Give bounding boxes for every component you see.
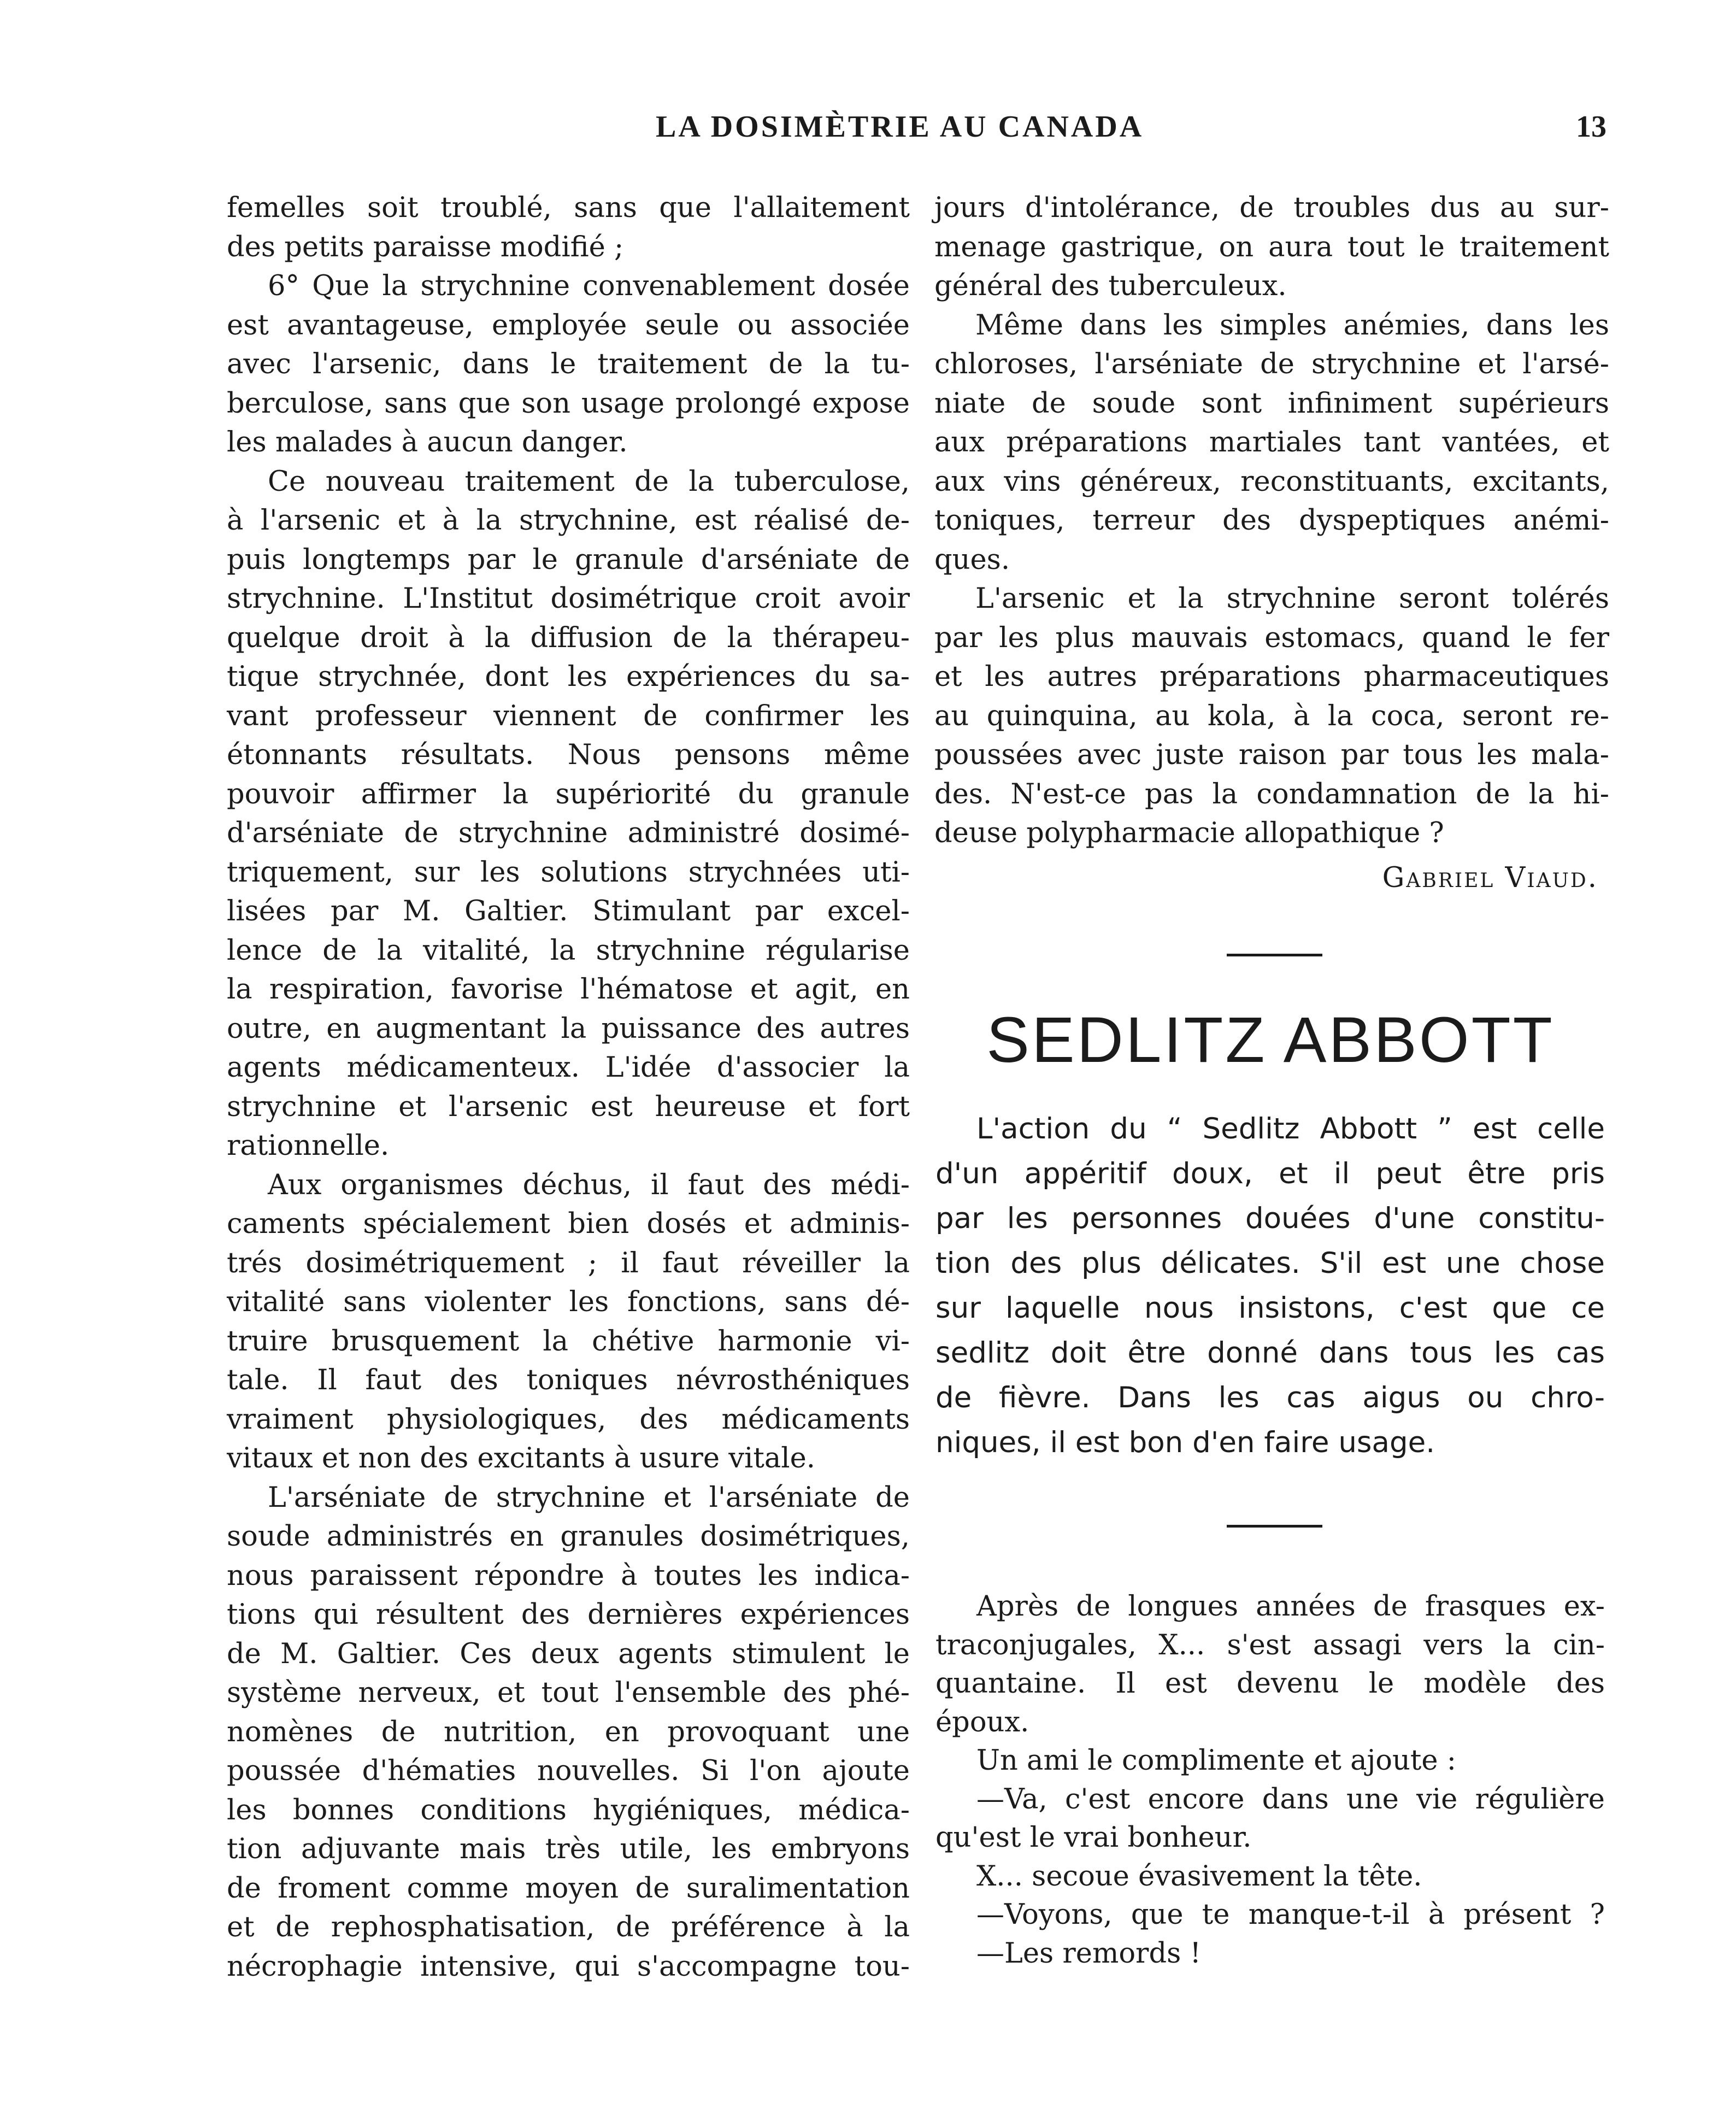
text-line: et les autres préparations pharmaceutiques [934, 661, 1609, 693]
text-line: ques. [934, 543, 1010, 576]
text-line: et de rephosphatisation, de préférence à la [227, 1911, 910, 1943]
text-line: agents médicamenteux. L'idée d'associer la [227, 1052, 910, 1084]
text-line: poussée d'hématies nouvelles. Si l'on ajoute [227, 1755, 910, 1787]
text-line: femelles soit troublé, sans que l'allaitement [227, 192, 910, 224]
right-column [934, 189, 1609, 897]
text-line: d'arséniate de strychnine administré dosimé- [227, 817, 910, 849]
text-line: caments spécialement bien dosés et adminis- [227, 1208, 910, 1240]
advertisement-body [935, 1107, 1605, 1465]
text-line: les bonnes conditions hygiéniques, médica- [227, 1794, 910, 1827]
text-line: chloroses, l'arséniate de strychnine et l'arsé- [934, 348, 1609, 380]
anecdote [935, 1588, 1605, 1973]
text-line: de M. Galtier. Ces deux agents stimulent le [227, 1637, 910, 1670]
text-line: puis longtemps par le granule d'arséniate de [227, 543, 910, 576]
text-line: —Va, c'est encore dans une vie régulière [976, 1783, 1605, 1816]
text-line: toniques, terreur des dyspeptiques anémi- [934, 504, 1609, 537]
text-line: lence de la vitalité, la strychnine régularise [227, 934, 910, 967]
text-line: tale. Il faut des toniques névrosthéniques [227, 1364, 910, 1396]
text-line: soude administrés en granules dosimétriques, [227, 1520, 910, 1553]
text-line: pouvoir affirmer la supériorité du granule [227, 778, 910, 811]
text-line: tique strychnée, dont les expériences du sa- [227, 661, 910, 693]
text-line: étonnants résultats. Nous pensons même [227, 739, 910, 771]
text-line: vant professeur viennent de confirmer les [227, 700, 910, 732]
text-line: des petits paraisse modifié ; [227, 231, 624, 263]
text-line: vitalité sans violenter les fonctions, sans dé- [227, 1286, 910, 1318]
text-line: Ce nouveau traitement de la tuberculose, [268, 465, 910, 498]
text-line: berculose, sans que son usage prolongé expose [227, 387, 910, 420]
text-line: des. N'est-ce pas la condamnation de la hi- [934, 778, 1609, 811]
text-line: Aux organismes déchus, il faut des médi- [268, 1168, 910, 1201]
text-line: strychnine. L'Institut dosimétrique croit avoir [227, 583, 910, 615]
text-line: nécrophagie intensive, qui s'accompagne tou- [227, 1950, 910, 1983]
text-line: de froment comme moyen de suralimentation [227, 1872, 910, 1905]
text-line: Un ami le complimente et ajoute : [976, 1745, 1456, 1777]
page-number: 13 [1576, 110, 1606, 144]
author-signature: Gabriel Viaud. [1382, 861, 1598, 894]
text-line: trés dosimétriquement ; il faut réveiller la [227, 1247, 910, 1279]
text-line: au quinquina, au kola, à la coca, seront re- [934, 700, 1609, 732]
text-line: vitaux et non des excitants à usure vitale. [227, 1442, 815, 1475]
text-line: les malades à aucun danger. [227, 426, 628, 459]
text-line: quantaine. Il est devenu le modèle des [935, 1667, 1605, 1700]
text-line: niate de soude sont infiniment supérieurs [934, 387, 1609, 420]
text-line: X... secoue évasivement la tête. [976, 1860, 1422, 1893]
text-line: général des tuberculeux. [934, 270, 1287, 302]
text-line: sur laquelle nous insistons, c'est que ce [935, 1291, 1605, 1325]
text-line: —Les remords ! [976, 1937, 1201, 1970]
text-line: d'un appéritif doux, et il peut être pris [935, 1157, 1605, 1190]
text-line: tion adjuvante mais très utile, les embryons [227, 1833, 910, 1865]
section-divider [1227, 1525, 1322, 1528]
text-line: poussées avec juste raison par tous les mala- [934, 739, 1609, 771]
text-line: truire brusquement la chétive harmonie vi- [227, 1325, 910, 1358]
text-line: aux préparations martiales tant vantées, et [934, 426, 1609, 459]
text-line: par les personnes douées d'une constitu- [935, 1202, 1605, 1235]
text-line: lisées par M. Galtier. Stimulant par excel- [227, 895, 910, 927]
text-line: de fièvre. Dans les cas aigus ou chro- [935, 1381, 1605, 1414]
text-line: deuse polypharmacie allopathique ? [934, 817, 1444, 849]
text-line: à l'arsenic et à la strychnine, est réalisé de- [227, 504, 910, 537]
text-line: quelque droit à la diffusion de la thérapeu- [227, 621, 910, 654]
text-line: est avantageuse, employée seule ou associée [227, 309, 910, 342]
text-line: jours d'intolérance, de troubles dus au sur- [934, 192, 1609, 224]
section-divider [1227, 954, 1322, 956]
left-column [227, 189, 910, 1986]
text-line: —Voyons, que te manque-t-il à présent ? [976, 1899, 1605, 1931]
text-line: 6° Que la strychnine convenablement dosée [268, 270, 910, 302]
text-line: Après de longues années de frasques ex- [976, 1590, 1605, 1623]
running-head: LA DOSIMÈTRIE AU CANADA [656, 110, 1144, 144]
text-line: menage gastrique, on aura tout le traitement [934, 231, 1609, 263]
text-line: Même dans les simples anémies, dans les [975, 309, 1609, 342]
text-line: système nerveux, et tout l'ensemble des phé- [227, 1677, 910, 1709]
text-line: rationnelle. [227, 1130, 390, 1162]
text-line: par les plus mauvais estomacs, quand le fer [934, 621, 1609, 654]
text-line: triquement, sur les solutions strychnées uti- [227, 856, 910, 889]
text-line: strychnine et l'arsenic est heureuse et fort [227, 1090, 910, 1123]
text-line: traconjugales, X... s'est assagi vers la cin- [935, 1629, 1605, 1661]
text-line: sedlitz doit être donné dans tous les cas [935, 1336, 1605, 1370]
text-line: tions qui résultent des dernières expériences [227, 1599, 910, 1631]
text-line: vraiment physiologiques, des médicaments [227, 1403, 910, 1436]
text-line: L'action du “ Sedlitz Abbott ” est celle [976, 1112, 1605, 1146]
text-line: L'arsenic et la strychnine seront tolérés [975, 583, 1609, 615]
text-line: nous paraissent répondre à toutes les indica- [227, 1559, 910, 1592]
text-line: outre, en augmentant la puissance des autres [227, 1012, 910, 1045]
text-line: tion des plus délicates. S'il est une chose [935, 1247, 1605, 1280]
text-line: L'arséniate de strychnine et l'arséniate de [268, 1481, 910, 1514]
text-line: qu'est le vrai bonheur. [935, 1822, 1252, 1854]
text-line: avec l'arsenic, dans le traitement de la tu- [227, 348, 910, 380]
text-line: nomènes de nutrition, en provoquant une [227, 1716, 910, 1748]
text-line: aux vins généreux, reconstituants, excitants, [934, 465, 1609, 498]
text-line: époux. [935, 1706, 1029, 1739]
text-line: la respiration, favorise l'hématose et agit, en [227, 973, 910, 1006]
text-line: niques, il est bon d'en faire usage. [935, 1426, 1435, 1459]
advertisement-title: SEDLITZ ABBOTT [986, 1004, 1555, 1076]
